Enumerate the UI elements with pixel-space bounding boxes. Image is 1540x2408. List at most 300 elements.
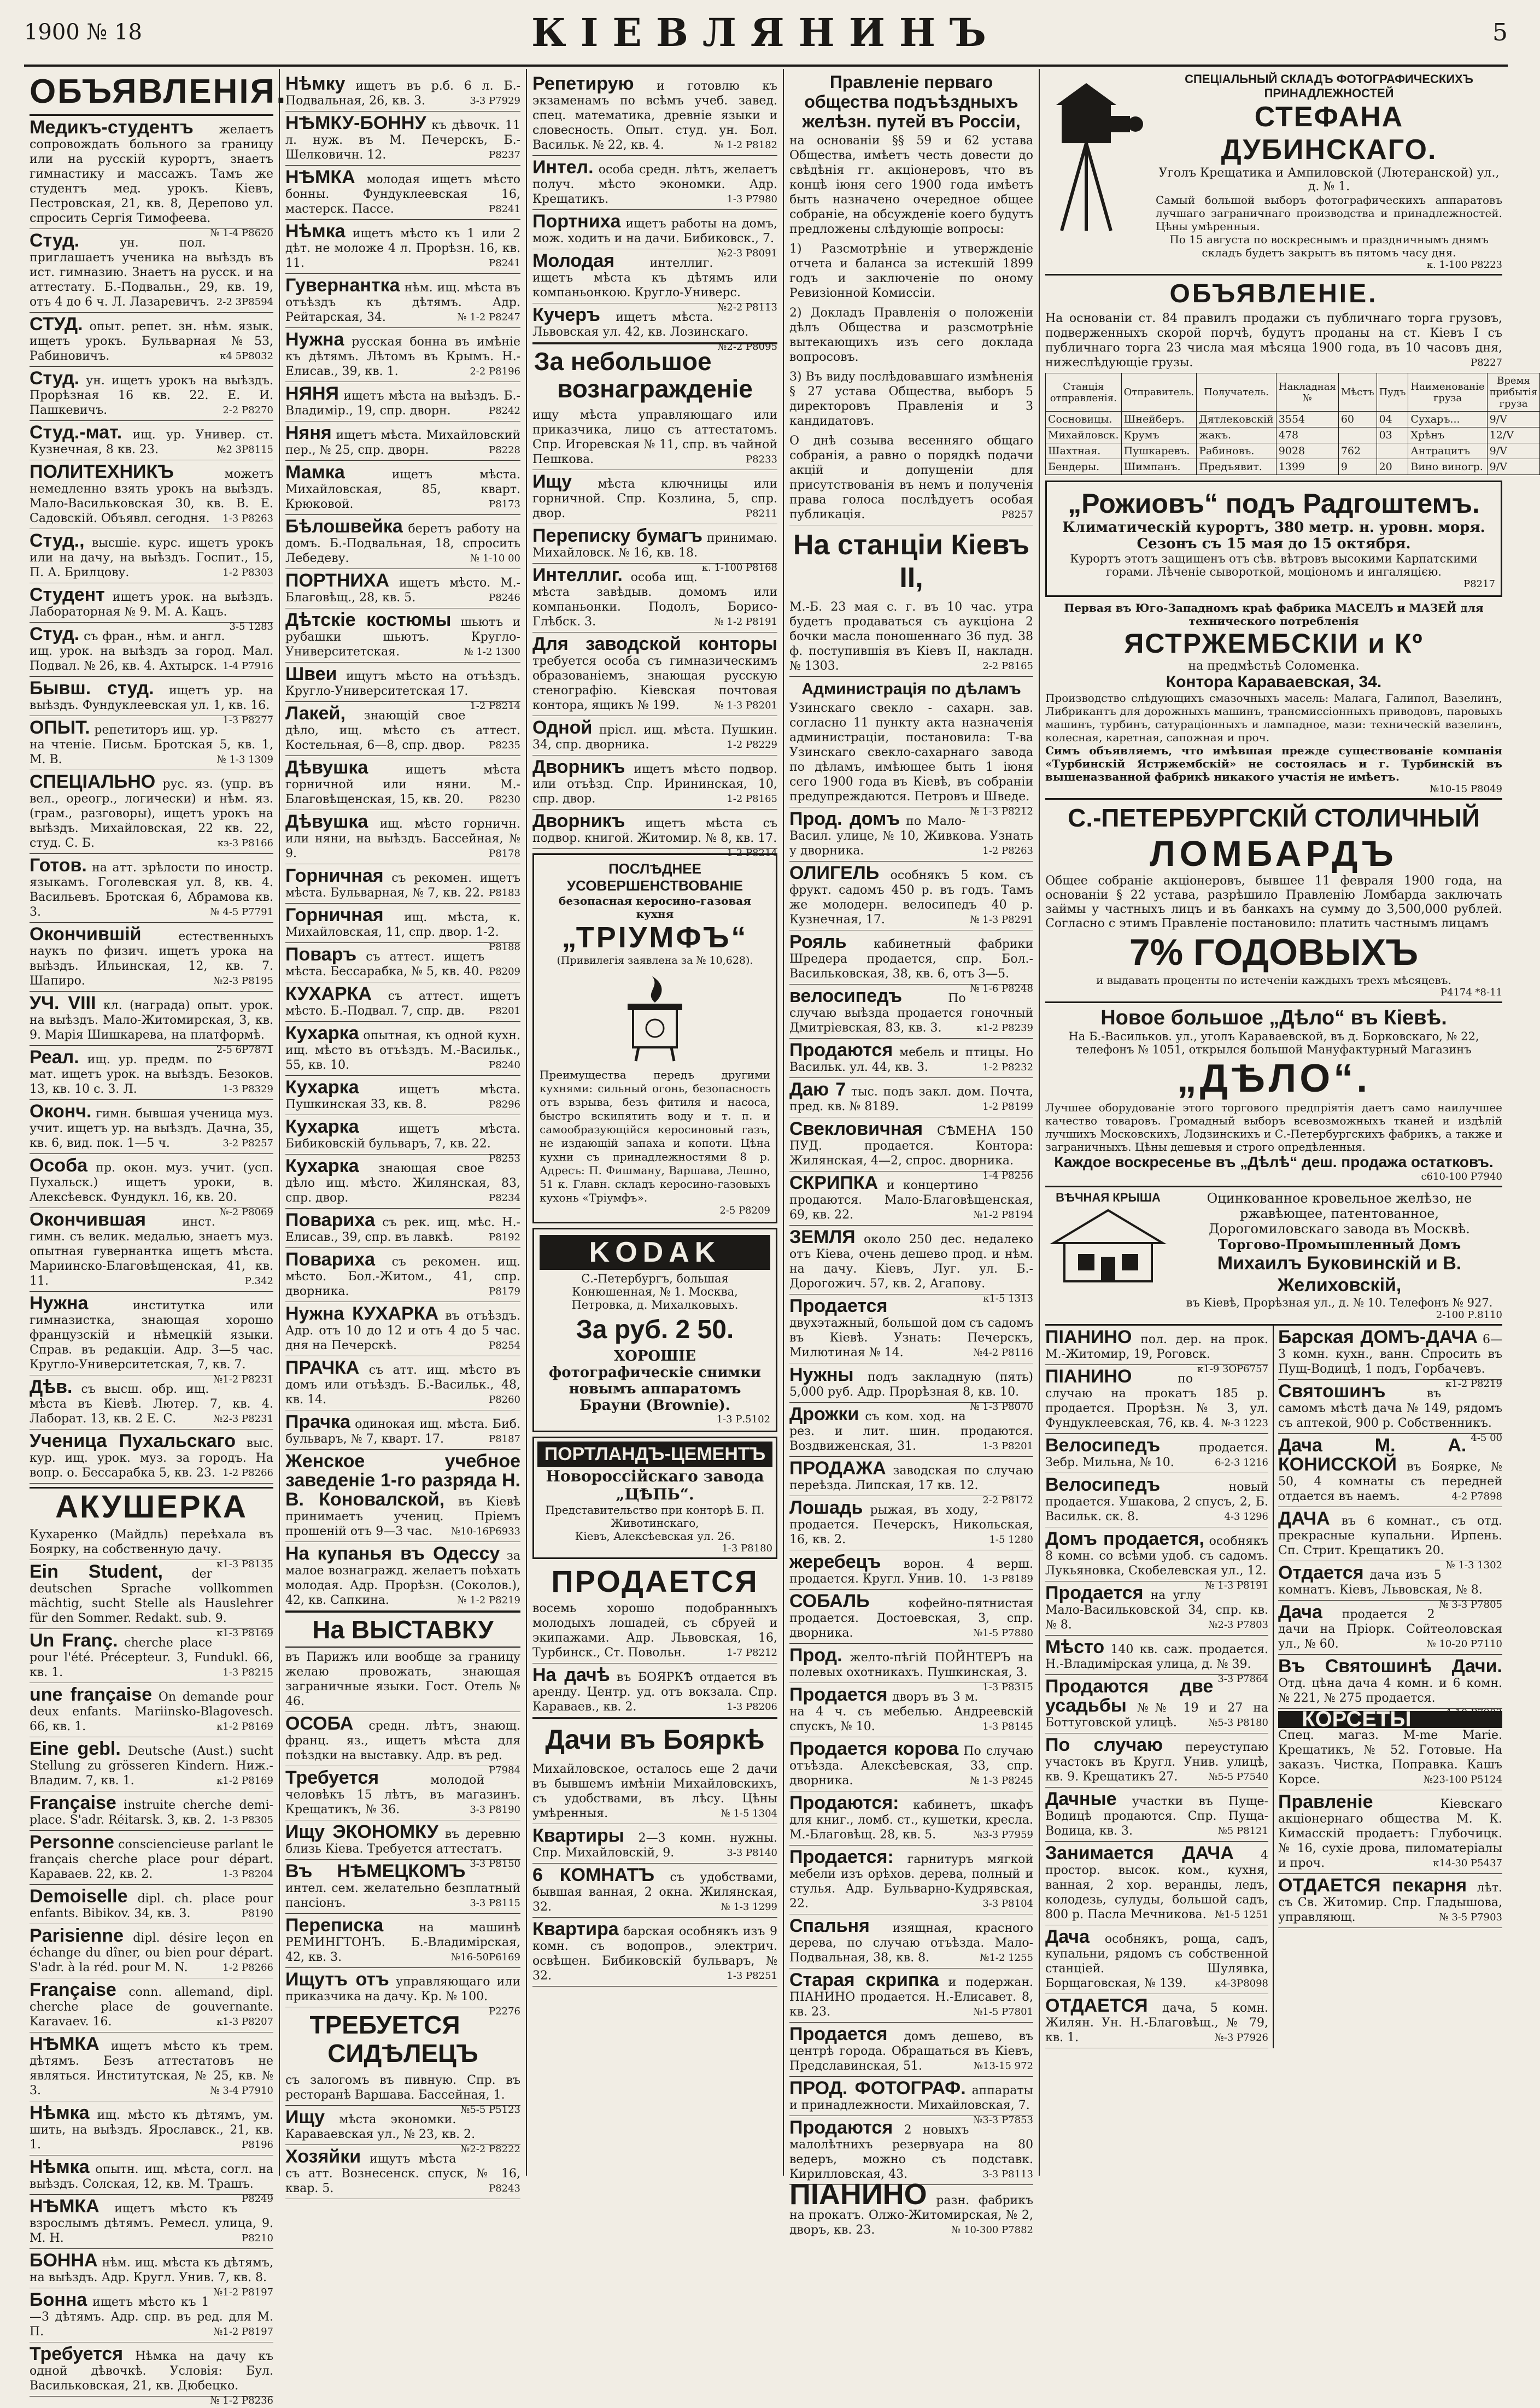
ad-code: №1-5 Р7880 [973,1627,1033,1639]
ad-keyword: Студ. [30,230,80,251]
yastrzhembsky-note: Симъ объявляемъ, что имѣвшая прежде существованіе компанія «Турбинскій Ястржембскій» не состоялась и г. Турбинскій въ вышеназванной фабрикѣ никакого участія не имѣетъ. [1045,744,1502,783]
ad-code: Р8241 [489,203,520,215]
ad-item [1045,1788,1268,1842]
ad-code: 1-2 Р8263 [982,845,1033,857]
ad-item [285,1766,520,1820]
ad-text: изящная, красного дерева, по случаю отъѣзда. Мало-Подвальная, 38, кв. 8. [789,1921,1033,1965]
ad-keyword: Française [30,1979,116,2000]
table-cell: Пушкаревъ. [1121,443,1197,459]
roof-text: Оцинкованное кровельное желѣзо, не ржавѣющее, патентованное, Дорогомиловскаго завода въ Москвѣ. [1207,1191,1472,1237]
ad-code: Р8237 [489,149,520,161]
nemka-ads-list [30,2032,273,2406]
lombard-spb: С.-ПЕТЕРБУРГСКІЙ СТОЛИЧНЫЙ [1068,804,1480,832]
ad-text: молодой человѣкъ 15 лѣтъ, въ магазинъ. Крещатикъ, № 36. [285,1773,520,1817]
table-cell: Предъявит. [1197,459,1276,475]
ad-text: dipl. désire leçon en échange du dîner, ou bien pour départ. S'adr. à la réd. pour M. N. [30,1931,274,1975]
lombard-rate: 7% ГОДОВЫХЪ [1129,931,1419,973]
ad-code: № 1-3 1302 [1445,1560,1502,1571]
ad-text: ищутъ мѣста съ атт. Вознесенск. спуск, № 16, квар. 5. [285,2152,520,2195]
table-cell: 762 [1338,443,1377,459]
ad-code: 1-3 Р8145 [982,1721,1033,1732]
ad-keyword: велосипедъ [789,986,903,1006]
classifieds-left [1045,1326,1274,2048]
ad-keyword: Требуется [30,2343,124,2364]
ad-code: Р8253 [489,1153,520,1164]
ad-code: №2-3 Р8231 [213,1413,273,1425]
ad-code: 3-3 Р7864 [1217,1673,1268,1685]
portland-sub: Новороссійскаго завода „ЦѢПЬ“. [546,1467,764,1503]
ad-text: беретъ работу на домъ. Б.-Подвальная, 18, спросить Лебедеву. [285,522,520,565]
ad-keyword: Un Franç. [30,1630,118,1651]
column-4 [784,69,1040,2237]
ad-text: съ фран., нѣм. и англ. ищ. урок. на выѣздъ за город. Мал. Подвал. № 26, кв. 4. Ахтырск. [30,630,273,673]
ad-keyword: 6 КОМНАТЪ [532,1865,655,1885]
ad-code: к4 5Р8032 [220,350,273,362]
ad-item [30,116,273,239]
ad-item [789,1039,1033,1078]
ad-keyword: Студ., [30,530,85,551]
ad-item [30,2195,273,2249]
ad-item [30,367,273,421]
ad-keyword: ОЛИГЕЛЬ [789,863,880,883]
ad-keyword: Ищутъ отъ [285,1969,389,1990]
table-cell: Крумъ [1121,427,1197,443]
ad-code: 3-2 Р8257 [222,1138,273,1149]
ad-text: переуступаю участокъ въ Кругл. Унив. улицѣ, кв. 9. Крещатикъ 27. [1045,1741,1269,1784]
ad-code: № 1-3 Р8212 [970,806,1033,817]
ad-item [30,1429,273,1484]
ad-text: кл. (награда) опыт. урок. на выѣздъ. Мало-Житомирская, 3, кв. 9. Марія Шишкарева, на платформѣ. [30,999,273,1042]
ad-code: 3-3 Р8115 [470,1897,520,1909]
admin-heading: Администрація по дѣламъ [801,680,1021,698]
ads-list [285,72,520,1611]
yastrzhembsky-lead: Первая въ Юго-Западномъ краѣ фабрика МАСЕЛЪ и МАЗЕЙ для технического потребленія [1064,601,1484,628]
ad-text: мѣста ключницы или горничной. Спр. Козлина, 5, спр. двор. [532,477,777,520]
freight-table-header [1046,373,1540,412]
table-cell: Сухаръ... [1408,412,1487,427]
ad-text: съ высш. обр. ищ. мѣста въ Кіевѣ. Лютер. 7, кв. 4. Лаборат. 13, кв. 2 Е. С. [30,1382,273,1426]
ad-code: Р2276 [489,2006,520,2017]
ad-text: знающій свое дѣло, ищ. мѣсто съ аттест. Костельная, 6—8, спр. двор. [285,709,520,752]
ad-text: рыжая, въ ходу, продается. Печерскъ, Никольская, 16, кв. 2. [789,1503,1033,1546]
ad-text: нѣм. ищ. мѣста къ дѣтямъ, на выѣздъ. Адр. Кругл. Унив. 7, кв. 8. [30,2256,273,2284]
ad-item [30,313,273,367]
ad-keyword: Дѣтскіе костюмы [285,610,452,630]
ad-code: 1-3 Р.5102 [716,1414,770,1425]
rozhnov-heading: „Рожиовъ“ подъ Радгоштемъ. [1068,488,1480,519]
ad-keyword: Нужна КУХАРКА [285,1303,439,1324]
ad-item [285,382,520,421]
ad-code: № 1-5 1304 [721,1808,777,1819]
ad-text: съ аттест. ищетъ мѣста. Бессарабка, № 5, кв. 40. [285,950,485,979]
ad-text: опыт. репет. зн. нѣм. язык. ищетъ урокъ. Бульварная №53, Рабиновичъ. [30,320,273,363]
ad-text: кабинетный фабрики Шредера продается, спр. Бол.-Васильковская, 38, кв. 6, отъ 3—5. [789,938,1034,981]
ad-code: 4-3 1296 [1224,1511,1268,1522]
ad-code: № 10-20 Р7110 [1426,1638,1502,1650]
ad-keyword: Квартира [532,1919,619,1940]
table-cell: Вино виногр. [1408,459,1487,475]
ad-text: ищетъ мѣста. Пушкинская 33, кв. 8. [285,1083,520,1111]
prodaetsya-text: восемь хорошо подобранныхъ молодыхъ лошадей, съ сбруей и экипажами. Адр. Львовская, 16, Турбинск., Ст. Повольн. [532,1602,777,1660]
photo-store-text: Самый большой выборъ фотографическихъ аппаратовъ лучшаго заграничнаго производства и принадлежностей. Цѣны умѣренныя. [1156,194,1502,233]
ad-code: 3-3 Р8104 [982,1898,1033,1909]
ad-code: № 1-3 Р8191 [1205,1580,1268,1591]
ad-code: 1-3 Р8204 [222,1868,273,1880]
ad-code: Р8190 [242,1908,273,1919]
ad-item [532,1918,777,1987]
ad-text: дача, 5 комн. Жилян. Ун. Н.-Благовѣщ., № 79, кв. 1. [1045,2001,1268,2044]
kerosene-stove-illustration [611,971,699,1064]
ad-keyword: Правленіе [1278,1791,1373,1812]
ad-code: № 3-4 Р7910 [210,2085,273,2096]
ad-item [285,1209,520,1248]
ad-item [30,1831,273,1885]
ad-code: Р8240 [489,1059,520,1071]
ad-text: Кіевскаго акціонернаго общества М. К. Кимасскій продаетъ: Глубочицк. № 16, сухіе дрова, пиломатеріалы и проч. [1278,1797,1502,1870]
ad-text: особнякъ, роща, садъ, купальни, рядомъ съ собственной станціей. Шулявка, Борщаговская, № 139. [1045,1932,1268,1990]
rozhnov-text: Климатическій курортъ, 380 метр. н. уровн. моря. Сезонъ съ 15 мая до 15 октября. [1062,519,1485,552]
piano-ad [789,2178,1034,2240]
ad-code: № 10-300 Р7882 [951,2224,1033,2236]
table-cell: 12/V [1487,427,1540,443]
ad-item [285,220,520,274]
triumf-ad [532,853,777,1223]
ad-keyword: Ein Student, [30,1561,163,1582]
ad-text: ищетъ ур. на выѣздъ. Фундуклеевская ул. 1, кв. 16. [30,684,274,712]
ad-code: №16-50Р6169 [451,1952,520,1963]
ad-keyword: Нужна [30,1293,89,1314]
column-2 [280,69,527,2195]
ad-code: 1-3 Р8180 [722,1543,772,1554]
ad-item [1045,1434,1268,1473]
ad-text: кофейно-пятнистая продается. Достоевская, 3, спр. дворника. [789,1597,1033,1640]
table-cell: 03 [1377,427,1408,443]
ad-keyword: Занимается ДАЧА [1045,1843,1234,1864]
lombard-heading: ЛОМБАРДЪ [1150,833,1398,874]
ad-keyword: Окончившій [30,924,142,945]
ad-code: №1-2 Р8197 [213,2326,273,2337]
ads-list [30,116,273,1484]
ad-text: одинокая ищ. мѣста. Биб. бульваръ, № 7, кварт. 17. [285,1417,520,1446]
ad-keyword: Прод. домъ [789,808,900,829]
ad-keyword: Студ.-мат. [30,422,122,443]
ad-keyword: Интеллиг. [532,565,623,585]
ad-keyword: Дача [1278,1602,1322,1622]
akusherka-ad [30,1525,273,1570]
ad-keyword: Кучеръ [532,304,600,325]
ad-item [1278,1507,1502,1571]
ad-keyword: Домъ продается, [1045,1528,1204,1549]
table-cell: Бендеры. [1046,459,1122,475]
roof-logo-text: ВѢЧНАЯ КРЫША [1056,1191,1161,1204]
kiev-station-text: М.-Б. 23 мая с. г. въ 10 час. утра будетъ продаваться съ аукціона 2 бочки масла поношеннаго 36 пуд. 38 ф. поступившія въ Кіевъ II, накладн. № 1303. [789,600,1033,673]
ad-text: желто-пѣгій ПОЙНТЕРЪ на полевых охотникахъ. Пушкинская, 3. [789,1651,1033,1679]
classifieds-bottom-list [1278,1790,1502,1928]
ad-code: 1-7 Р8212 [727,1647,777,1659]
ad-code: Р8209 [489,966,520,977]
ad-keyword: Молодая [532,250,615,271]
ad-item [532,1824,777,1864]
ad-text: молодая ищетъ мѣсто бонны. Фундуклеевская 16, мастерск. Пассе. [285,173,520,216]
ad-code: 1-3 Р8206 [727,1701,777,1713]
ad-code: 4-5 00 [1471,1432,1502,1444]
ad-keyword: Интел. [532,157,594,178]
ad-text: интел. сем. желательно безплатный пансіонъ. [285,1882,520,1910]
ad-text: мѣста экономки. Караваевская ул., № 23, кв. 2. [285,2113,476,2141]
ad-code: №-2 Р8069 [219,1206,273,1218]
ad-text: 2—3 комн. нужны. Спр. Михайловскій, 9. [532,1831,777,1860]
table-cell: 9028 [1276,443,1338,459]
ad-keyword: Повариха [285,1249,376,1270]
ad-keyword: Репетирую [532,73,634,94]
kodak-subtitle: ХОРОШІЕ фотографическіе снимки новымъ аппаратомъ Брауни (Brownie). [548,1348,762,1414]
ad-item [532,210,778,259]
ad-code: № 4-5 Р7791 [210,906,273,918]
ad-code: к1-2 Р8169 [216,1721,273,1732]
ad-text: cherche place pour l'été. Précepteur. 3, Fundukl. 66, кв. 1. [30,1636,273,1679]
ad-code: №2 3Р8115 [216,444,273,455]
ad-code: Р8230 [489,794,520,805]
ad-text: желаетъ сопровождать больного за границу или на русскій курортъ, знаетъ гимнастику и массажъ. Тамъ же студентъ мед. урокъ. Кіевъ, Пестровская, 21, кв. 8, Дерепово ул. спросить Сергія Тимофеева. [30,123,273,225]
ad-text: домъ дешево, въ центрѣ города. Обращаться въ Кіевъ, Предславинская, 51. [789,2030,1033,2073]
ad-text: естественныхъ наукъ по физич. ищетъ урока на выѣздъ. Ильинская, 12, кв. 7. Шапиро. [30,930,273,988]
ad-code: 6-2-3 1216 [1214,1457,1268,1468]
ad-item [30,2342,273,2406]
ad-item [789,2023,1033,2077]
ad-text: ищетъ мѣсто къ взрослымъ дѣтямъ. Ремесл. улица, 9. М. Н. [30,2202,273,2245]
ad-item [30,854,273,923]
ad-text: гарнитуръ мягкой мебели изъ орѣхов. дерева, полный и стулья. Адр. Бульварно-Кудрявская, 22. [789,1853,1033,1911]
ad-code: 1-2 Р8266 [222,1467,273,1479]
ad-text: около 250 дес. недалеко отъ Кіева, очень дешево прод. и нѣм. на дачу. Кіевъ, Луг. ул. Б.-Дорогожич. 57, кв. 2, Агапову. [789,1233,1033,1291]
board-item: 2) Докладъ Правленія о положеніи дѣлъ Общества и разсмотрѣніе вытекающихъ изъ сего доклада вопросовъ. [789,306,1033,364]
ad-code: к1-5 1313 [983,1293,1033,1304]
ad-code: Р8187 [489,1433,520,1445]
ad-keyword: ПІАНИНО [1045,1327,1132,1347]
ad-text: опытн. ищ. мѣста, согл. на выѣздъ. Солская, 12, кв. М. Трашъ. [30,2163,273,2191]
ad-code: Р8257 [1002,509,1033,520]
table-header-cell: Мѣстъ [1338,373,1377,412]
ad-code: 1-4 Р7916 [222,660,273,672]
ad-text: къ дѣвочк. 11 л. нуж. въ М. Печерскъ, Б.-Шелковичн. 12. [285,119,520,162]
ad-item [30,1924,273,1978]
ad-text: принимаю. Михайловск. № 16, кв. 18. [532,531,777,560]
ad-text: ищетъ мѣста. Бибиковскій бульваръ, 7, кв. 22. [285,1122,520,1151]
newspaper-title: КІЕВЛЯНИНЪ [531,9,1000,55]
table-cell: 3554 [1276,412,1338,427]
ad-keyword: СТУД. [30,314,83,335]
ad-code: 2-2 Р8270 [222,405,273,416]
ad-keyword: Нѣмка [285,221,346,242]
ad-keyword: БОННА [30,2250,98,2271]
ad-item [1045,1994,1268,2048]
ads-list [532,72,778,353]
ad-item [789,1226,1033,1304]
ad-keyword: Велосипедъ [1045,1474,1161,1495]
ad-text: ищетъ мѣста горничной или няни. М.-Благовѣщенская, 15, кв. 20. [285,763,520,806]
ad-text: съ рекомен. ищ. мѣсто. Бол.-Житом., 41, спр. дворника. [285,1255,520,1298]
ad-item [285,461,520,515]
ad-code: Р8173 [489,499,520,510]
table-header-cell: Наименованіе груза [1408,373,1487,412]
ad-item [285,1410,520,1450]
ad-keyword: Велосипедъ [1045,1435,1161,1456]
ad-keyword: Медикъ-студентъ [30,117,194,138]
ad-item [30,1791,273,1831]
ad-item [30,529,273,583]
ad-code: № 1-2 Р8247 [457,312,520,323]
ad-item [30,992,273,1056]
ad-keyword: ЗЕМЛЯ [789,1227,856,1247]
reward-text: ищу мѣста управляющаго или приказчика, лицо съ аттестатомъ. Спр. Игоревская № 11, спр. въ чайной Пешкова. [532,408,777,466]
ad-item [532,470,777,524]
ad-code: 2-100 Р.8110 [1436,1309,1502,1321]
ad-text: ищетъ мѣсто къ 1—3 дѣтямъ. Адр. спр. въ ред. для М. П. [30,2295,273,2339]
ad-item [789,1078,1033,1117]
table-cell: Шнейберъ. [1121,412,1197,427]
ad-code: №1-5 1251 [1215,1909,1268,1920]
ad-code: 1-3 Р8201 [982,1440,1033,1452]
ad-keyword: Demoiselle [30,1886,128,1907]
ad-keyword: ПРОДАЖА [789,1458,886,1479]
ad-text: ищетъ мѣста на выѣздъ. Б.-Владимір., 19, спр. дворн. [285,389,520,418]
ad-item [285,756,520,810]
ad-code: №23-100 Р5124 [1423,1774,1502,1785]
ad-keyword: КУХАРКА [285,983,372,1004]
ad-item [30,1154,273,1218]
ad-code: Р8234 [489,1192,520,1204]
ad-keyword: Повариха [285,1210,376,1231]
ad-item [285,112,520,166]
ad-text: съ удобствами, бывшая ванная, 2 окна. Жилянская, 32. [532,1871,777,1914]
table-cell: Шахтная. [1046,443,1122,459]
yastrzhembsky-address: Контора Караваевская, 34. [1166,673,1382,691]
ad-code: Р8260 [489,1394,520,1405]
ad-keyword: ПРАЧКА [285,1357,360,1378]
ad-code: № 1-10 00 [470,553,520,564]
roof-ad [1045,1187,1502,1326]
ad-keyword: Кухарка [285,1077,359,1098]
ad-text: за малое вознагражд. желаетъ поѣхать молодая. Адр. Прорѣзн. (Соколов.), 42, кв. Сапкина. [285,1549,520,1607]
ad-item [285,982,520,1022]
ad-keyword: Продается [789,2024,888,2044]
ad-code: Р8192 [489,1232,520,1243]
ad-item [30,1292,273,1385]
ad-text: и подержан. ПІАНИНО продается. Н.-Елисавет. 8, кв. 23. [789,1976,1033,2019]
kiev-station-ad [789,597,1033,677]
ad-item [285,1022,520,1076]
triumf-name: „ТРІУМФЪ“ [561,921,748,954]
lombard-tail: и выдавать проценты по истеченіи каждыхъ трехъ мѣсяцевъ. [1096,974,1451,987]
board-heading: Правленіе перваго общества подъѣздныхъ желѣзн. путей въ Россіи, [802,72,1021,131]
ad-text: По случаю отъѣзда. Алексѣевская, 33, спр. дворника. [789,1744,1033,1788]
ad-code: 1-3 Р8263 [222,513,273,524]
korsety-text: Спец. магаз. M-me Marie. Крещатикъ, № 52. Готовые. На заказъ. Чистка, Поправка. Кашъ Корсе. [1278,1729,1502,1786]
ad-code: Р8211 [746,508,777,519]
ad-text: аппараты и принадлежности. Михайловская, 7. [789,2084,1034,2112]
ad-item [285,569,520,608]
ad-item [789,2077,1034,2126]
ad-text: consciencieuse parlant le français cherche place pour départ. Караваев. 22, кв. 2. [30,1838,273,1881]
ad-keyword: Для заводской конторы [532,634,777,654]
portland-title: ПОРТЛАНДЪ-ЦЕМЕНТЪ [537,1442,772,1467]
freight-table-body [1046,412,1540,475]
akusherka-heading: АКУШЕРКА [30,1487,273,1525]
ad-text: управляющаго или приказчика на дачу. Кр. № 100. [285,1975,520,2003]
ad-item [532,632,777,716]
ad-item [285,1115,520,1164]
ad-keyword: ОСОБА [285,1713,354,1734]
ad-item [285,663,520,712]
ad-keyword: Квартиры [532,1825,624,1846]
ad-code: к1-2 Р8169 [216,1775,273,1786]
ad-keyword: Дача М. А. КОНИССКОЙ [1278,1435,1467,1475]
dachi-ad [532,1760,777,1824]
ad-keyword: Ищу [285,2107,325,2128]
ad-code: 1-3 Р7980 [727,194,777,205]
ad-code: 1-5 1280 [989,1534,1033,1545]
table-cell: Антрацитъ [1408,443,1487,459]
table-cell: жакъ. [1197,427,1276,443]
ad-item [285,274,520,328]
ad-text: въ самомъ мѣстѣ дача № 149, рядомъ съ аптекой, 900 р. Собственникъ. [1278,1387,1502,1430]
ad-code: №2-2 Р8222 [460,2143,520,2155]
portland-representation: Представительство при конторѣ Б. П. Животинскаго, [545,1503,765,1530]
photo-store-address: Уголъ Крещатика и Ампиловской (Лютеранской) ул., д. № 1. [1158,166,1500,194]
ad-text: институтка или гимназистка, знающая хорошо французскій и нѣмецкій языки. Справ. въ редакціи. Адр. 3—5 час. Кругло-Университетская, 7, кв. 7. [30,1299,273,1372]
ad-keyword: Мамка [285,462,345,483]
ad-code: к. 1-100 Р8223 [1426,259,1502,271]
ad-keyword: une française [30,1684,153,1705]
ad-item [285,166,520,220]
ad-code: №3-3 Р7853 [973,2114,1033,2126]
ad-code: Р8233 [746,454,777,465]
ad-item [789,862,1033,930]
ad-keyword: НѢМКА [285,167,355,188]
ad-keyword: Продается корова [789,1738,959,1759]
masthead [24,0,1508,67]
yastrzhembsky-name: ЯСТРЖЕМБСКІИ и Кº [1124,628,1424,659]
ad-text: гимн. бывшая ученица муз. учит. ищетъ ур. на выѣздъ. Дачна, 35, кв. 6, вид. пок. 1—5 ч. [30,1107,273,1150]
ad-keyword: Свекловичная [789,1118,923,1139]
board-text: на основаніи §§ 59 и 62 устава Общества, имѣетъ честь довести до свѣдѣнія гг. акціонеровъ, что въ концѣ іюня сего 1900 года имѣетъ быть назначено очередное общее собраніе, на обсужденіе коего будутъ предложены слѣдующіе вопросы: [789,134,1033,236]
ad-keyword: ДАЧА [1278,1508,1330,1529]
ad-item [532,1663,777,1718]
ad-code: № 1-2 Р8236 [210,2395,273,2406]
ad-text: высшіе. курс. ищетъ урокъ или на дачу, на выѣздъ. Госпит., 15, П. А. Брилцову. [30,536,273,579]
ad-keyword: Eine gebl. [30,1738,121,1759]
ad-keyword: Отдается [1278,1562,1364,1583]
ad-keyword: Хозяйки [285,2146,361,2167]
table-cell [1377,443,1408,459]
table-cell [1338,427,1377,443]
ad-keyword: Нѣмка [30,2102,90,2123]
ad-keyword: УЧ. VIII [30,993,96,1013]
ad-code: №4-2 Р8116 [973,1347,1033,1358]
ad-code: 3-3 Р8190 [470,1804,520,1815]
ad-code: Р8296 [489,1099,520,1110]
classifieds-right [1274,1326,1502,2048]
table-row [1046,412,1540,427]
ad-code: Р8183 [489,887,520,899]
ad-code: Р8242 [489,405,520,417]
ad-code: 1-4 Р8256 [982,1170,1033,1181]
ad-item [30,421,273,460]
ad-item [285,1820,520,1870]
columns [24,69,1538,2406]
ad-code: № 1-3 Р8245 [970,1775,1033,1786]
ad-keyword: ОТДАЕТСЯ [1045,1995,1148,2016]
